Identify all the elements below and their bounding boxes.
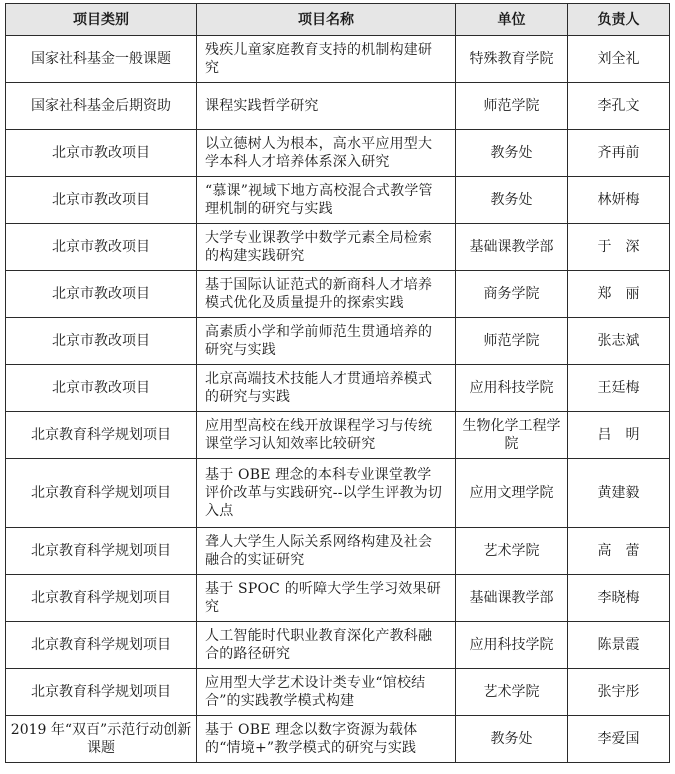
table-body [6,36,670,763]
person-cell: 王廷梅 [568,365,670,412]
category-cell: 北京市教改项目 [6,318,197,365]
table-row [6,528,670,575]
unit-cell: 特殊教育学院 [456,36,568,83]
project-name-cell: 大学专业课教学中数学元素全局检索的构建实践研究 [197,224,456,271]
table-row [6,224,670,271]
unit-cell: 师范学院 [456,83,568,130]
unit-cell: 教务处 [456,130,568,177]
project-name-cell: 高素质小学和学前师范生贯通培养的研究与实践 [197,318,456,365]
table-row [6,622,670,669]
category-cell: 北京市教改项目 [6,224,197,271]
project-name-cell: 人工智能时代职业教育深化产教科融合的路径研究 [197,622,456,669]
table-row [6,36,670,83]
header-row [6,4,670,36]
table-row [6,669,670,716]
project-name-cell: 基于 SPOC 的听障大学生学习效果研究 [197,575,456,622]
project-table [5,3,670,763]
category-cell: 北京市教改项目 [6,271,197,318]
header-person: 负责人 [568,4,670,36]
person-cell: 林妍梅 [568,177,670,224]
category-cell: 北京教育科学规划项目 [6,622,197,669]
project-name-cell: 基于国际认证范式的新商科人才培养模式优化及质量提升的探索实践 [197,271,456,318]
unit-cell: 应用文理学院 [456,459,568,528]
person-cell: 李爱国 [568,716,670,763]
person-cell: 郑 丽 [568,271,670,318]
project-name-cell: 北京高端技术技能人才贯通培养模式的研究与实践 [197,365,456,412]
project-name-cell: 聋人大学生人际关系网络构建及社会融合的实证研究 [197,528,456,575]
person-cell: 刘全礼 [568,36,670,83]
table-row [6,575,670,622]
person-cell: 李孔文 [568,83,670,130]
category-cell: 国家社科基金后期资助 [6,83,197,130]
header-category: 项目类别 [6,4,197,36]
unit-cell: 艺术学院 [456,528,568,575]
category-cell: 国家社科基金一般课题 [6,36,197,83]
category-cell: 北京教育科学规划项目 [6,412,197,459]
table-row [6,83,670,130]
category-cell: 北京市教改项目 [6,365,197,412]
project-name-cell: “慕课”视域下地方高校混合式教学管理机制的研究与实践 [197,177,456,224]
project-name-cell: 应用型高校在线开放课程学习与传统课堂学习认知效率比较研究 [197,412,456,459]
person-cell: 张志斌 [568,318,670,365]
category-cell: 北京教育科学规划项目 [6,528,197,575]
table-row [6,130,670,177]
project-name-cell: 基于 OBE 理念以数字资源为载体的“情境+”教学模式的研究与实践 [197,716,456,763]
person-cell: 张宇彤 [568,669,670,716]
unit-cell: 生物化学工程学院 [456,412,568,459]
unit-cell: 师范学院 [456,318,568,365]
table-row [6,365,670,412]
unit-cell: 应用科技学院 [456,365,568,412]
category-cell: 北京教育科学规划项目 [6,669,197,716]
table-row [6,177,670,224]
header-name: 项目名称 [197,4,456,36]
person-cell: 吕 明 [568,412,670,459]
category-cell: 2019 年“双百”示范行动创新课题 [6,716,197,763]
unit-cell: 应用科技学院 [456,622,568,669]
table-row [6,459,670,528]
unit-cell: 商务学院 [456,271,568,318]
project-name-cell: 应用型大学艺术设计类专业“馆校结合”的实践教学模式构建 [197,669,456,716]
category-cell: 北京市教改项目 [6,177,197,224]
unit-cell: 基础课教学部 [456,575,568,622]
category-cell: 北京教育科学规划项目 [6,459,197,528]
category-cell: 北京教育科学规划项目 [6,575,197,622]
person-cell: 于 深 [568,224,670,271]
table-row [6,412,670,459]
unit-cell: 教务处 [456,716,568,763]
person-cell: 高 蕾 [568,528,670,575]
person-cell: 陈景霞 [568,622,670,669]
table-header [6,4,670,36]
unit-cell: 艺术学院 [456,669,568,716]
project-name-cell: 基于 OBE 理念的本科专业课堂教学评价改革与实践研究--以学生评教为切入点 [197,459,456,528]
unit-cell: 基础课教学部 [456,224,568,271]
category-cell: 北京市教改项目 [6,130,197,177]
project-name-cell: 以立德树人为根本，高水平应用型大学本科人才培养体系深入研究 [197,130,456,177]
project-name-cell: 课程实践哲学研究 [197,83,456,130]
person-cell: 齐再前 [568,130,670,177]
person-cell: 黄建毅 [568,459,670,528]
table-row [6,271,670,318]
table-row [6,318,670,365]
header-unit: 单位 [456,4,568,36]
unit-cell: 教务处 [456,177,568,224]
person-cell: 李晓梅 [568,575,670,622]
project-name-cell: 残疾儿童家庭教育支持的机制构建研究 [197,36,456,83]
table-row [6,716,670,763]
